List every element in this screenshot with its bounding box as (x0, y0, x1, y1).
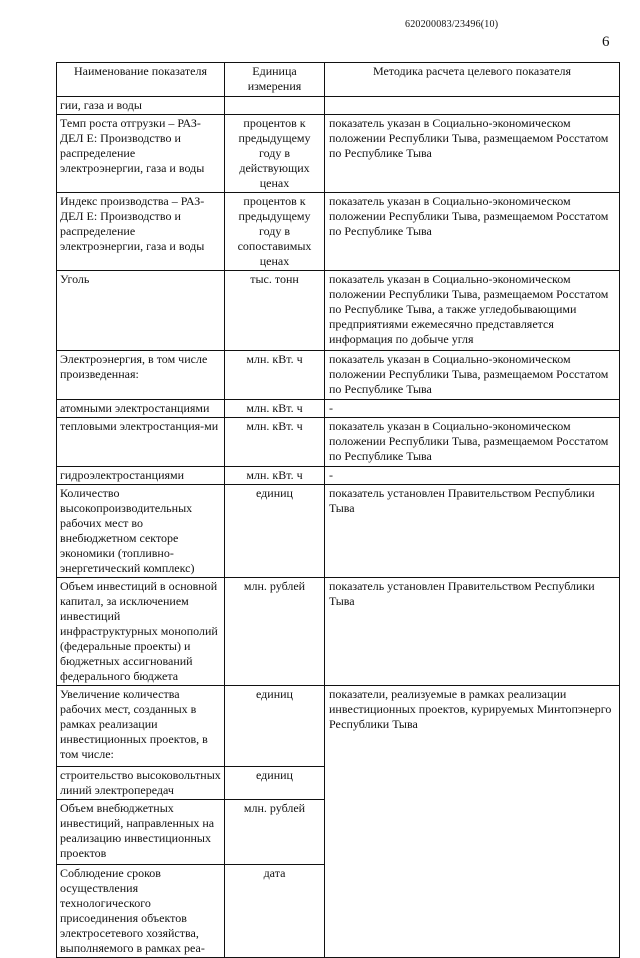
cell-name: Электроэнергия, в том числе произведенная: (57, 351, 225, 400)
cell-unit (225, 97, 325, 115)
cell-method: показатель указан в Социально-экономическом положении Республики Тыва, размещаемом Росстатом по Республике Тыва, а также угледобывающими предприятиями ежемесячно представляется информация по добыче угля (325, 271, 620, 351)
cell-unit: млн. кВт. ч (225, 400, 325, 418)
cell-method: - (325, 467, 620, 485)
cell-unit: млн. рублей (225, 800, 325, 865)
cell-unit: млн. кВт. ч (225, 418, 325, 467)
cell-method: показатели, реализуемые в рамках реализации инвестиционных проектов, курируемых Минтопэнерго Республики Тыва (325, 686, 620, 958)
table-row (57, 578, 620, 686)
table-row (57, 400, 620, 418)
cell-unit: единиц (225, 767, 325, 800)
document-number: 620200083/23496(10) (405, 19, 499, 30)
cell-unit: процентов к предыдущему году в сопоставимых ценах (225, 193, 325, 271)
page-number: 6 (602, 34, 610, 50)
cell-name: Объем внебюджетных инвестиций, направленных на реализацию инвестиционных проектов (57, 800, 225, 865)
cell-unit: процентов к предыдущему году в действующих ценах (225, 115, 325, 193)
table-header-row (57, 63, 620, 97)
cell-name: Уголь (57, 271, 225, 351)
indicators-table (56, 62, 620, 958)
cell-method: показатель установлен Правительством Республики Тыва (325, 578, 620, 686)
cell-unit: единиц (225, 686, 325, 767)
table-row (57, 115, 620, 193)
cell-name: атомными электростанциями (57, 400, 225, 418)
cell-name: Объем инвестиций в основной капитал, за исключением инвестиций инфраструктурных монополий (федеральные проекты) и бюджетных ассигнований федерального бюджета (57, 578, 225, 686)
table-row (57, 485, 620, 578)
cell-unit: единиц (225, 485, 325, 578)
cell-name: тепловыми электростанция-ми (57, 418, 225, 467)
cell-method (325, 97, 620, 115)
cell-name: Увеличение количества рабочих мест, созданных в рамках реализации инвестиционных проектов, в том числе: (57, 686, 225, 767)
cell-method: показатель указан в Социально-экономическом положении Республики Тыва, размещаемом Росстатом по Республике Тыва (325, 418, 620, 467)
cell-name: Индекс производства – РАЗ-ДЕЛ Е: Производство и распределение электроэнергии, газа и воды (57, 193, 225, 271)
table-row (57, 271, 620, 351)
column-header-unit: Единица измерения (225, 63, 325, 97)
column-header-method: Методика расчета целевого показателя (325, 63, 620, 97)
table-row (57, 97, 620, 115)
table-row (57, 467, 620, 485)
cell-unit: тыс. тонн (225, 271, 325, 351)
table-row (57, 351, 620, 400)
cell-unit: дата (225, 865, 325, 958)
cell-unit: млн. рублей (225, 578, 325, 686)
column-header-name: Наименование показателя (57, 63, 225, 97)
table-row (57, 686, 620, 767)
cell-name: Соблюдение сроков осуществления технологического присоединения объектов электросетевого хозяйства, выполняемого в рамках реа- (57, 865, 225, 958)
table-row (57, 418, 620, 467)
table-row (57, 193, 620, 271)
cell-name: Темп роста отгрузки – РАЗ-ДЕЛ Е: Производство и распределение электроэнергии, газа и воды (57, 115, 225, 193)
cell-unit: млн. кВт. ч (225, 351, 325, 400)
cell-name: Количество высокопроизводительных рабочих мест во внебюджетном секторе экономики (топливно-энергетический комплекс) (57, 485, 225, 578)
cell-method: - (325, 400, 620, 418)
cell-name: строительство высоковольтных линий электропередач (57, 767, 225, 800)
cell-name: гии, газа и воды (57, 97, 225, 115)
cell-method: показатель установлен Правительством Республики Тыва (325, 485, 620, 578)
cell-unit: млн. кВт. ч (225, 467, 325, 485)
cell-method: показатель указан в Социально-экономическом положении Республики Тыва, размещаемом Росстатом по Республике Тыва (325, 115, 620, 193)
cell-name: гидроэлектростанциями (57, 467, 225, 485)
cell-method: показатель указан в Социально-экономическом положении Республики Тыва, размещаемом Росстатом по Республике Тыва (325, 351, 620, 400)
cell-method: показатель указан в Социально-экономическом положении Республики Тыва, размещаемом Росстатом по Республике Тыва (325, 193, 620, 271)
